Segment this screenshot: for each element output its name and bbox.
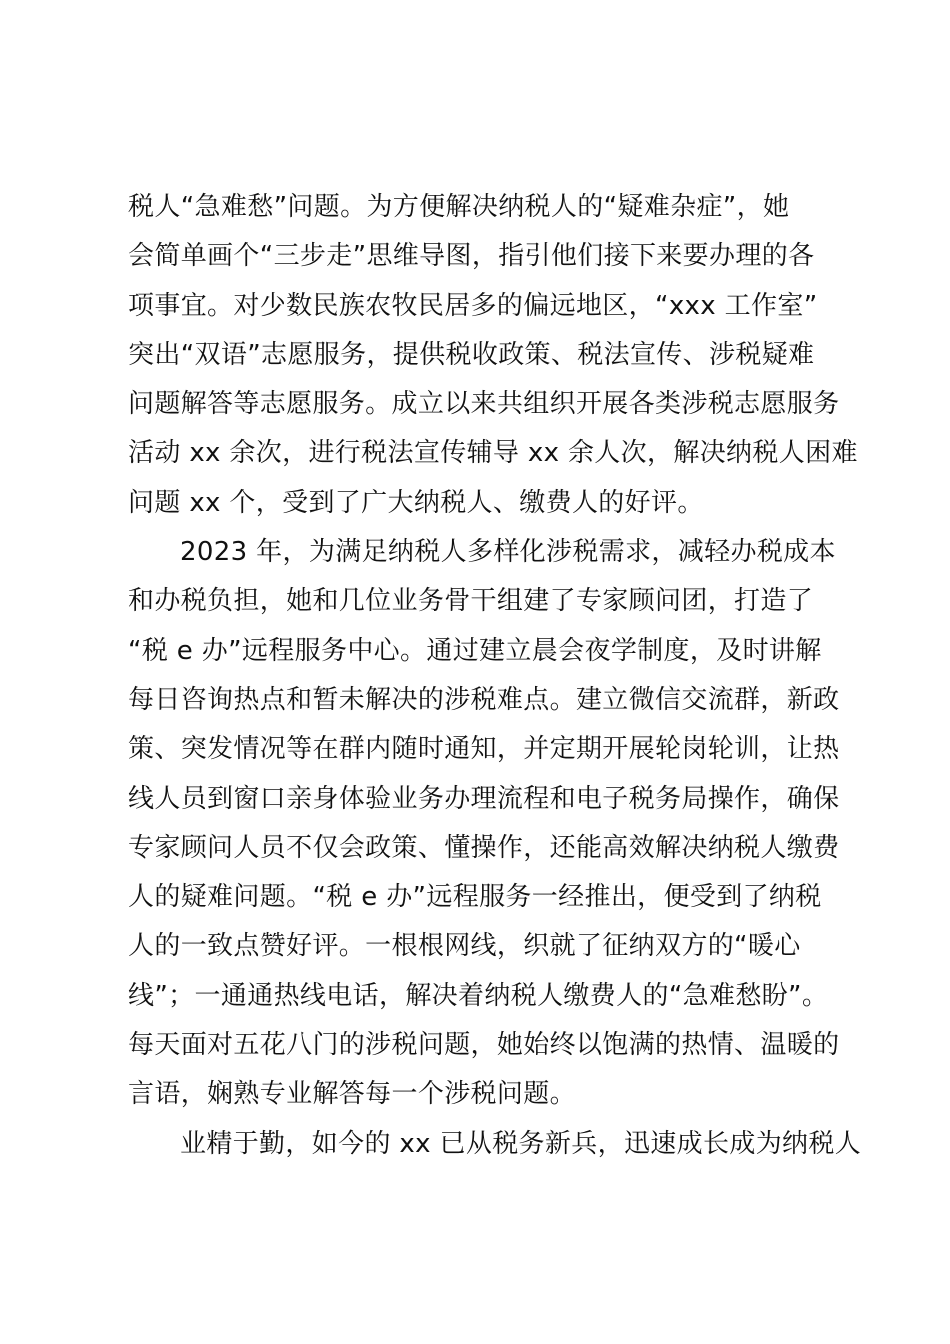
text-line: 活动 xx 余次，进行税法宣传辅导 xx 余人次，解决纳税人困难 xyxy=(128,438,858,469)
text-line: 专家顾问人员不仅会政策、懂操作，还能高效解决纳税人缴费 xyxy=(128,832,840,863)
body-text xyxy=(128,183,862,1169)
text-line: 人的疑难问题。“税 e 办”远程服务一经推出，便受到了纳税 xyxy=(128,882,822,913)
text-line: 问题 xx 个，受到了广大纳税人、缴费人的好评。 xyxy=(128,487,704,518)
text-line: 税人“急难愁”问题。为方便解决纳税人的“疑难杂症”，她 xyxy=(128,192,790,222)
text-line: 言语，娴熟专业解答每一个涉税问题。 xyxy=(128,1079,576,1110)
text-line: 线”；一通通热线电话，解决着纳税人缴费人的“急难愁盼”。 xyxy=(128,980,829,1011)
text-line: 策、突发情况等在群内随时通知，并定期开展轮岗轮训，让热 xyxy=(128,734,840,765)
text-line: 线人员到窗口亲身体验业务办理流程和电子税务局操作，确保 xyxy=(128,783,840,814)
paragraph-start-line: 2023 年，为满足纳税人多样化涉税需求，减轻办税成本 xyxy=(180,537,836,568)
text-line: 人的一致点赞好评。一根根网线，织就了征纳双方的“暖心 xyxy=(128,931,801,962)
text-line: “税 e 办”远程服务中心。通过建立晨会夜学制度，及时讲解 xyxy=(128,635,822,666)
text-line: 每日咨询热点和暂未解决的涉税难点。建立微信交流群，新政 xyxy=(128,684,840,715)
paragraph-start-line: 业精于勤，如今的 xx 已从税务新兵，迅速成长成为纳税人 xyxy=(180,1128,862,1159)
text-line: 会简单画个“三步走”思维导图，指引他们接下来要办理的各 xyxy=(128,241,815,272)
text-line: 突出“双语”志愿服务，提供税收政策、税法宣传、涉税疑难 xyxy=(128,339,815,370)
text-line: 每天面对五花八门的涉税问题，她始终以饱满的热情、温暖的 xyxy=(128,1030,840,1061)
text-line: 项事宜。对少数民族农牧民居多的偏远地区，“xxx 工作室” xyxy=(128,290,818,321)
text-line: 问题解答等志愿服务。成立以来共组织开展各类涉税志愿服务 xyxy=(128,389,840,420)
text-line: 和办税负担，她和几位业务骨干组建了专家顾问团，打造了 xyxy=(128,586,814,617)
